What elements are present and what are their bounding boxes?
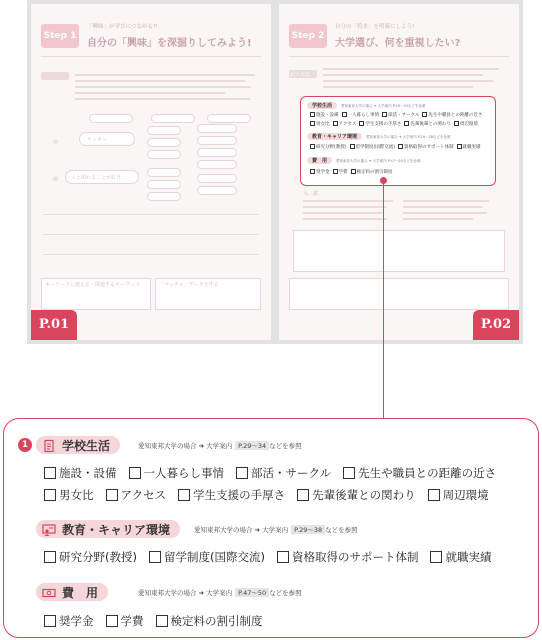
checkbox-living-alone[interactable]: 一人暮らし事情: [129, 465, 225, 481]
checkbox-employment-record[interactable]: 就職実績: [430, 549, 491, 565]
example-word: サッカー: [87, 137, 107, 143]
checkbox-surroundings[interactable]: 周辺環境: [428, 487, 489, 503]
checkbox-access[interactable]: アクセス: [106, 487, 167, 503]
checkbox-clubs[interactable]: 部活・サークル: [236, 465, 331, 481]
left-page-subtitle: 「興味」が学びにつながる?!: [87, 24, 159, 30]
highlighted-checklist: 学校生活 愛知東邦大学の場合 ➜ 大学案内 P.29〜34などを参照 施設・設備 一人暮らし事情 部活・サークル 先生や職員との距離の近さ 男女比 アクセス 学生支援の手厚さ 先輩後輩との関わり 周辺環境 教育・キャリア環境 愛知東邦大学の場合 ➜ 大学案内 P.29〜38などを参照 研究分野(教授) 留学制度(国際交流) 資格取得のサポート体制 就職実績 費 用 愛知東邦大学の場合 ➜ 大学案内 P.47〜50などを参照 奨学金 学費 検定料の割引制度: [300, 96, 496, 186]
right-page-title: 大学選び、何を重視したい?: [335, 38, 461, 49]
caption-school-life: [36, 436, 120, 454]
checkbox-exam-fee-discount[interactable]: 検定料の割引制度: [156, 613, 263, 629]
caption-education-career: [36, 520, 180, 538]
right-page: [279, 4, 519, 340]
checkbox-staff-closeness[interactable]: 先生や職員との距離の近さ: [343, 465, 496, 481]
row-label: 例: [53, 177, 59, 183]
example-word: 人と関わることが好き: [71, 175, 122, 181]
section-caption: 費 用: [62, 585, 99, 600]
document-icon: [42, 438, 56, 452]
section-label: 記入方法: [290, 72, 311, 78]
checkbox-scholarship[interactable]: 奨学金: [44, 613, 94, 629]
workbook-spread: [27, 0, 523, 344]
checkbox-row: [44, 465, 508, 481]
entrance-exam-caption: 入 試: [303, 191, 319, 197]
reference-note: 愛知東邦大学の場合 ➜ 大学案内 P.47〜50 などを参照: [138, 589, 302, 597]
lesson-badge: Step 2: [289, 24, 327, 48]
keyword-note: 「マッチョ」データを作る: [159, 282, 219, 288]
page-tag-left: P.01: [31, 310, 77, 340]
left-page-title: 自分の「興味」を深掘りしてみよう!: [87, 38, 252, 49]
section-caption: 学校生活: [62, 438, 111, 453]
checkbox-row: [44, 549, 503, 565]
zoomed-checklist-panel: [3, 418, 539, 638]
checkbox-gender-ratio[interactable]: 男女比: [44, 487, 94, 503]
checkbox-senior-junior[interactable]: 先輩後輩との関わり: [297, 487, 416, 503]
row-label: 例: [53, 140, 59, 146]
reference-note: 愛知東邦大学の場合 ➜ 大学案内 P.29〜38 などを参照: [194, 526, 358, 534]
caption-costs: [36, 583, 108, 601]
teacher-icon: [42, 522, 56, 536]
checkbox-research-field[interactable]: 研究分野(教授): [44, 549, 137, 565]
checkbox-facilities[interactable]: 施設・設備: [44, 465, 117, 481]
right-page-subtitle: 自分の「将来」を明確にしよう!: [335, 24, 415, 30]
section-caption: 教育・キャリア環境: [62, 522, 171, 537]
money-icon: [42, 585, 56, 599]
checkbox-row: [44, 487, 501, 503]
reference-note: 愛知東邦大学の場合 ➜ 大学案内 P.29〜34 などを参照: [138, 442, 302, 450]
keyword-label: キーワードに使える・関連するキーワード: [45, 282, 141, 288]
checkbox-tuition[interactable]: 学費: [106, 613, 144, 629]
checkbox-qualification-support[interactable]: 資格取得のサポート体制: [277, 549, 419, 565]
item-number-badge: 1: [18, 438, 32, 452]
lesson-badge: Step 1: [41, 24, 79, 48]
left-page: [31, 4, 271, 340]
checkbox-student-support[interactable]: 学生支援の手厚さ: [178, 487, 285, 503]
page-tag-right: P.02: [473, 310, 519, 340]
connector-line: [383, 180, 384, 418]
checkbox-study-abroad[interactable]: 留学制度(国際交流): [149, 549, 265, 565]
checkbox-row: [44, 613, 275, 629]
